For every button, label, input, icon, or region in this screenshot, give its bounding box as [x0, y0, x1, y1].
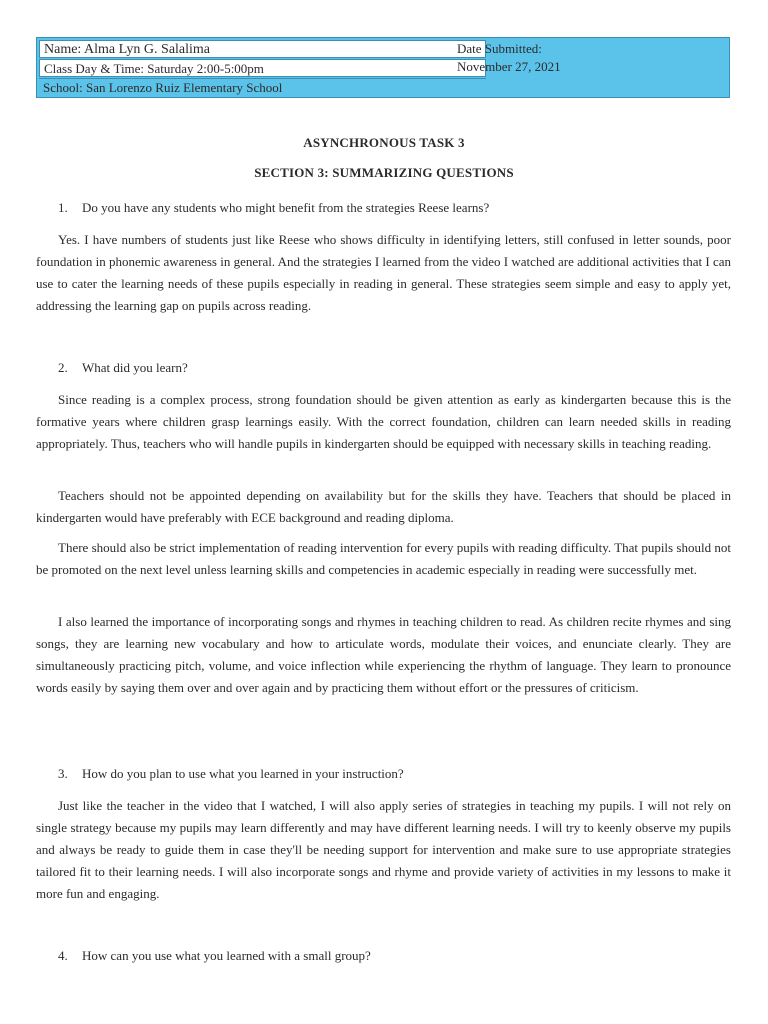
answer-2-paragraph-2: Teachers should not be appointed depending on availability but for the skills they have. Teachers that should be placed in kindergarten would have preferably with ECE background and reading diploma.: [36, 488, 731, 525]
question-text: Do you have any students who might benefit from the strategies Reese learns?: [82, 200, 490, 215]
class-day-time-field: Class Day & Time: Saturday 2:00-5:00pm: [39, 59, 486, 77]
date-label: Date Submitted:: [457, 41, 542, 56]
question-text: How do you plan to use what you learned in your instruction?: [82, 766, 404, 781]
question-1: [58, 200, 489, 216]
answer-2-paragraph-4: I also learned the importance of incorporating songs and rhymes in teaching children to read. As children recite rhymes and sing songs, they are learning new vocabulary and how to articulate words, modulate their voices, and enunciate clearly. They are simultaneously practicing pitch, volume, and voice inflection while experiencing the rhythm of language. They learn to pronounce words easily by saying them over and over again and by practicing them without effort or the pressures of criticism.: [36, 614, 731, 695]
question-2: [58, 360, 188, 376]
question-3: [58, 766, 404, 782]
question-number: 1.: [58, 200, 68, 215]
question-number: 2.: [58, 360, 68, 375]
question-number: 3.: [58, 766, 68, 781]
section-title: SECTION 3: SUMMARIZING QUESTIONS: [254, 165, 514, 180]
question-text: What did you learn?: [82, 360, 188, 375]
school-field: School: San Lorenzo Ruiz Elementary School: [39, 78, 486, 96]
answer-1-paragraph: Yes. I have numbers of students just like Reese who shows difficulty in identifying letters, still confused in letter sounds, poor foundation in phonemic awareness in general. And the strategies I learned from the video I watched are additional activities that I can use to cater the learning needs of these pupils especially in reading in general. These strategies seem simple and easy to apply yet, addressing the learning gap on pupils across reading.: [36, 232, 731, 313]
name-field: Name: Alma Lyn G. Salalima: [39, 40, 486, 58]
answer-2-paragraph-3: There should also be strict implementation of reading intervention for every pupils with reading difficulty. That pupils should not be promoted on the next level unless learning skills and competencies in academic especially in reading were successfully met.: [36, 540, 731, 577]
question-text: How can you use what you learned with a small group?: [82, 948, 371, 963]
page-title: ASYNCHRONOUS TASK 3: [303, 135, 465, 150]
date-value: November 27, 2021: [457, 59, 561, 74]
question-number: 4.: [58, 948, 68, 963]
header-table: [36, 37, 730, 98]
answer-2-paragraph-1: Since reading is a complex process, strong foundation should be given attention as early as kindergarten because this is the formative years where children grasp learnings easily. With the correct foundation, children can learn needed skills in reading appropriately. Thus, teachers who will handle pupils in kindergarten should be equipped with necessary skills in teaching reading.: [36, 392, 731, 451]
answer-3-paragraph: Just like the teacher in the video that I watched, I will also apply series of strategies in teaching my pupils. I will not rely on single strategy because my pupils may learn differently and may have different learning needs. I will try to keenly observe my pupils and always be ready to guide them in case they'll be needing support for intervention and make sure to use appropriate strategies tailored fit to their learning needs. I will also incorporate songs and rhyme and provide variety of activities in my lessons to make it more fun and engaging.: [36, 798, 731, 901]
question-4: [58, 948, 371, 964]
date-submitted: [457, 40, 561, 76]
